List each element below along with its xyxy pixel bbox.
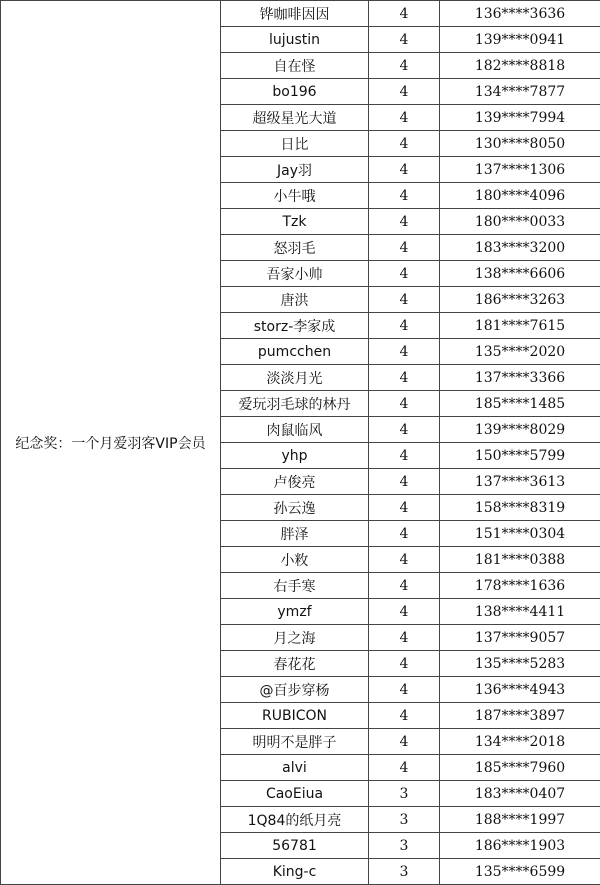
- winner-phone: 181****7615: [440, 313, 600, 339]
- winner-phone: 151****0304: [440, 521, 600, 547]
- winner-name: @百步穿杨: [221, 677, 369, 703]
- winner-phone: 135****2020: [440, 339, 600, 365]
- winner-phone: 180****0033: [440, 209, 600, 235]
- winner-name: 56781: [221, 833, 369, 859]
- winner-phone: 136****4943: [440, 677, 600, 703]
- winner-count: 3: [369, 833, 440, 859]
- winner-phone: 188****1997: [440, 807, 600, 833]
- winner-phone: 181****0388: [440, 547, 600, 573]
- winner-phone: 185****7960: [440, 755, 600, 781]
- prize-label: 纪念奖：一个月爱羽客VIP会员: [1, 1, 221, 885]
- winner-name: 胖泽: [221, 521, 369, 547]
- winner-count: 4: [369, 27, 440, 53]
- winner-name: 右手寒: [221, 573, 369, 599]
- winner-name: 孙云逸: [221, 495, 369, 521]
- winner-name: 自在怪: [221, 53, 369, 79]
- winner-phone: 150****5799: [440, 443, 600, 469]
- table-row: [1, 1, 600, 27]
- winner-phone: 138****6606: [440, 261, 600, 287]
- winner-name: storz-李家成: [221, 313, 369, 339]
- winner-count: 4: [369, 469, 440, 495]
- winner-name: lujustin: [221, 27, 369, 53]
- winner-name: 怒羽毛: [221, 235, 369, 261]
- winner-count: 3: [369, 859, 440, 885]
- winner-phone: 186****1903: [440, 833, 600, 859]
- winner-phone: 136****3636: [440, 1, 600, 27]
- winner-name: King-c: [221, 859, 369, 885]
- winner-count: 4: [369, 599, 440, 625]
- winner-name: 小敉: [221, 547, 369, 573]
- winner-count: 4: [369, 1, 440, 27]
- winner-name: Tzk: [221, 209, 369, 235]
- winner-count: 4: [369, 495, 440, 521]
- winner-name: Jay羽: [221, 157, 369, 183]
- winner-name: pumcchen: [221, 339, 369, 365]
- winner-phone: 139****8029: [440, 417, 600, 443]
- winner-count: 4: [369, 313, 440, 339]
- winner-name: ymzf: [221, 599, 369, 625]
- winner-phone: 186****3263: [440, 287, 600, 313]
- winner-count: 4: [369, 729, 440, 755]
- winner-name: 铧咖啡因因: [221, 1, 369, 27]
- winner-phone: 182****8818: [440, 53, 600, 79]
- winner-name: 淡淡月光: [221, 365, 369, 391]
- winner-name: 肉鼠临风: [221, 417, 369, 443]
- winner-name: bo196: [221, 79, 369, 105]
- winner-name: 卢俊亮: [221, 469, 369, 495]
- winner-name: 吾家小帅: [221, 261, 369, 287]
- winner-phone: 135****5283: [440, 651, 600, 677]
- winner-name: 超级星光大道: [221, 105, 369, 131]
- winner-name: CaoEiua: [221, 781, 369, 807]
- winner-count: 4: [369, 235, 440, 261]
- winner-phone: 134****7877: [440, 79, 600, 105]
- winner-phone: 138****4411: [440, 599, 600, 625]
- winner-name: yhp: [221, 443, 369, 469]
- winner-count: 4: [369, 443, 440, 469]
- winner-count: 4: [369, 365, 440, 391]
- winner-count: 3: [369, 781, 440, 807]
- winner-count: 4: [369, 157, 440, 183]
- winner-name: 日比: [221, 131, 369, 157]
- winner-phone: 187****3897: [440, 703, 600, 729]
- winner-name: 明明不是胖子: [221, 729, 369, 755]
- winner-count: 4: [369, 183, 440, 209]
- winner-count: 4: [369, 703, 440, 729]
- winner-phone: 158****8319: [440, 495, 600, 521]
- winner-count: 4: [369, 625, 440, 651]
- winner-phone: 180****4096: [440, 183, 600, 209]
- winner-count: 4: [369, 547, 440, 573]
- winner-phone: 135****6599: [440, 859, 600, 885]
- winner-count: 4: [369, 651, 440, 677]
- winner-count: 4: [369, 105, 440, 131]
- winner-phone: 137****3613: [440, 469, 600, 495]
- winner-phone: 183****3200: [440, 235, 600, 261]
- winner-name: 小牛哦: [221, 183, 369, 209]
- winner-count: 4: [369, 573, 440, 599]
- winner-count: 4: [369, 391, 440, 417]
- winner-count: 4: [369, 287, 440, 313]
- winner-count: 4: [369, 417, 440, 443]
- winner-count: 4: [369, 261, 440, 287]
- winner-name: 月之海: [221, 625, 369, 651]
- winner-name: 爱玩羽毛球的林丹: [221, 391, 369, 417]
- winner-phone: 137****9057: [440, 625, 600, 651]
- winner-count: 4: [369, 677, 440, 703]
- winner-phone: 134****2018: [440, 729, 600, 755]
- winner-phone: 183****0407: [440, 781, 600, 807]
- winners-table-body: [1, 1, 600, 885]
- winner-name: 1Q84的纸月亮: [221, 807, 369, 833]
- winner-phone: 137****1306: [440, 157, 600, 183]
- winner-phone: 185****1485: [440, 391, 600, 417]
- winner-phone: 130****8050: [440, 131, 600, 157]
- winner-count: 4: [369, 339, 440, 365]
- winner-count: 4: [369, 131, 440, 157]
- winner-name: 唐洪: [221, 287, 369, 313]
- winner-count: 4: [369, 209, 440, 235]
- winner-count: 3: [369, 807, 440, 833]
- winner-count: 4: [369, 53, 440, 79]
- winner-phone: 178****1636: [440, 573, 600, 599]
- winner-name: 春花花: [221, 651, 369, 677]
- winner-name: RUBICON: [221, 703, 369, 729]
- winner-count: 4: [369, 521, 440, 547]
- winner-phone: 139****7994: [440, 105, 600, 131]
- winner-count: 4: [369, 79, 440, 105]
- winner-phone: 137****3366: [440, 365, 600, 391]
- winner-phone: 139****0941: [440, 27, 600, 53]
- winner-name: alvi: [221, 755, 369, 781]
- winner-count: 4: [369, 755, 440, 781]
